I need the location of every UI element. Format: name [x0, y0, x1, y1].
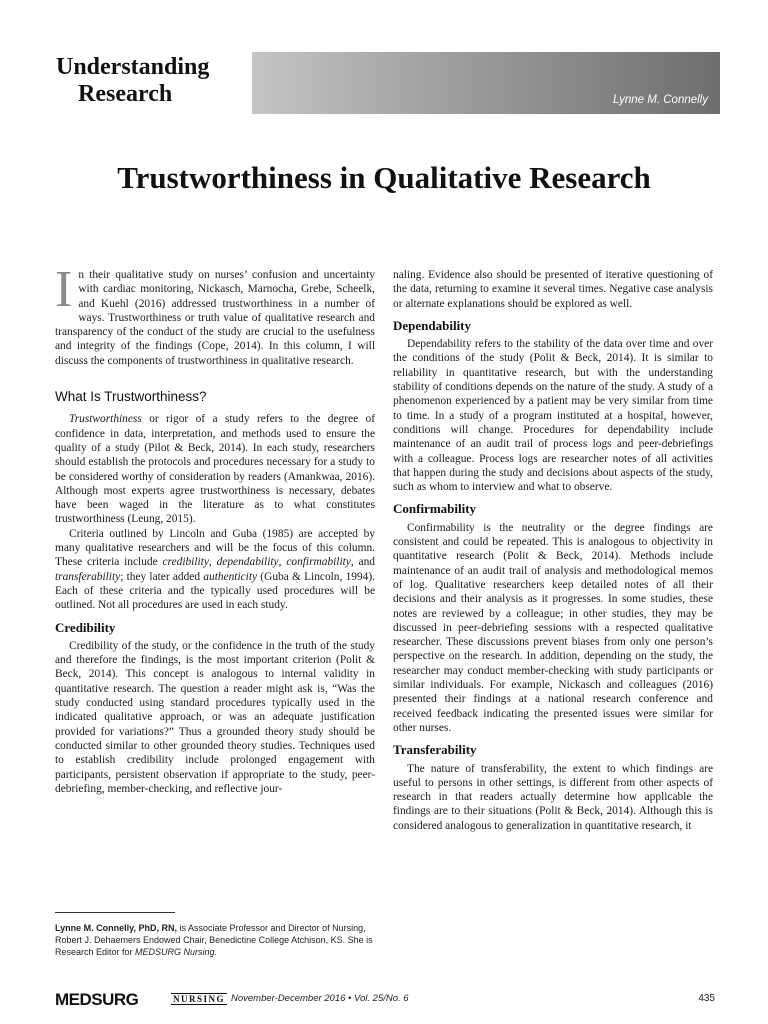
footnote-rule [55, 912, 175, 913]
heading-dependability: Dependability [393, 317, 472, 333]
heading-transferability: Transferability [393, 742, 477, 758]
author-footnote [55, 922, 375, 958]
paragraph-text: Criteria outlined by Lincoln and Guba (1985) are accepted by many qualitative researchers and will be the focus of this column. These criteria include [55, 527, 375, 569]
term-confirmability: confirmability [286, 556, 351, 569]
page-number: 435 [698, 993, 715, 1004]
section-title-line1: Understanding [56, 54, 210, 80]
article-title: Trustworthiness in Qualitative Research [117, 160, 651, 195]
paragraph-dependability: Dependability refers to the stability of the data over time and over the conditions of the study (Polit & Beck, 2014). It is similar to reliability in quantitative research, but with the understanding stability of conditions depends on the nature of the study. A study of a phenomenon experienced by a patient may be very similar from time to time. In a study of a program instituted at a hospital, however, conditions will change. Procedures for dependability include maintenance of an audit trail of process logs and peer-debriefings with a colleague. Process logs are researcher notes of all activities that happen during the study and decisions about aspects of the study, such as whom to interview and what to observe. [393, 338, 713, 494]
intro-text: n their qualitative study on nurses’ confusion and uncertainty with cardiac monitoring, Nickasch, Marnocha, Grebe, Scheelk, and Kuehl (2016) addressed trustworthiness in a number of ways. Trustworthiness or truth value of qualitative research and transparency of the conduct of the study are crucial to the usefulness and integrity of the findings (Cope, 2014). In this column, I will discuss the components of trustworthiness in qualitative research. [55, 269, 375, 367]
term-dependability: dependability [216, 556, 279, 569]
footnote-journal: MEDSURG Nursing. [135, 947, 218, 957]
author-tag: Lynne M. Connelly [612, 94, 708, 106]
journal-logo: MEDSURG [55, 990, 139, 1009]
term-transferability: transferability [55, 570, 121, 583]
right-column [393, 268, 713, 833]
term-trustworthiness: Trustworthiness [69, 413, 142, 426]
heading-credibility: Credibility [55, 619, 116, 635]
paragraph-text: ; they later added [120, 570, 204, 583]
term-credibility: credibility [162, 556, 209, 569]
footnote-text: is Associate Professor and Director of Nursing, Robert J. Dehaemers Endowed Chair, Benedictine College Atchison, KS. She is Research Editor for [55, 923, 373, 957]
issue-info: November-December 2016 • Vol. 25/No. 6 [231, 993, 409, 1004]
paragraph-text: or rigor of a study refers to the degree of confidence in data, interpretation, and methods used to ensure the quality of a study (Pilot & Beck, 2014). In each study, researchers should establish the protocols and procedures necessary for a study to be considered worthy of consideration by readers (Amankwaa, 2016). Although most experts agree trustworthiness is necessary, debates have been waged in the literature as to what constitutes trustworthiness (Leung, 2015). [55, 413, 375, 526]
paragraph-text: (Guba & Lincoln, 1994). Each of these criteria and the typically used procedures will be outlined. Not all procedures are used in each study. [55, 570, 375, 612]
page-footer [55, 990, 715, 1010]
paragraph-credibility: Credibility of the study, or the confidence in the truth of the study and therefore the findings, is the most important criterion (Polit & Beck, 2014). This concept is analogous to internal validity in quantitative research. The question a reader might ask is, “Was the study conducted using standard procedures typically used in the indicated qualitative approach, or was an adequate justification provided for variations?” Thus a grounded theory study should be conducted similar to other grounded theory studies. Techniques used to establish credibility include prolonged engagement with participants, persistent observation if appropriate to the study, peer-debriefing, member-checking, and reflective jour- [55, 639, 375, 795]
left-column [55, 261, 375, 796]
paragraph-text: , [278, 556, 287, 569]
paragraph-text: , and [350, 556, 375, 569]
heading-what-is-trustworthiness: What Is Trustworthiness? [55, 389, 207, 405]
paragraph-confirmability: Confirmability is the neutrality or the degree findings are consistent and could be repeated. This is analogous to objectivity in quantitative research (Polit & Beck, 2014). Methods include maintenance of an audit trail of analysis and methodological memos of log. Qualitative researchers keep detailed notes of all their decisions and their analysis as it progresses. In some studies, these notes are reviewed by a colleague; in other studies, they may be discussed in peer-debriefing sessions with a respected qualitative researcher. These discussions prevent biases from only one person’s perspective on the research. In addition, depending on the study, the researcher may conduct member-checking with study participants or similar individuals. For example, Nickasch and colleagues (2016) presented their findings at a national research conference and received feedback indicating the presented issues were similar for other nurses. [393, 521, 713, 734]
section-title [56, 54, 209, 108]
paragraph-continuation: naling. Evidence also should be presented of iterative questioning of the data, returning to examine it several times. Negative case analysis or alternate explanations should be explored as well. [393, 269, 713, 310]
section-header [52, 52, 720, 114]
paragraph-text: , [208, 556, 217, 569]
journal-logo-sub: NURSING [173, 994, 226, 1004]
paragraph-trustworthiness-definition [55, 412, 375, 526]
paragraph-criteria [55, 527, 375, 613]
section-title-line2: Research [78, 81, 173, 107]
heading-confirmability: Confirmability [393, 501, 477, 517]
term-authenticity: authenticity [203, 570, 258, 583]
footnote-author-name: Lynne M. Connelly, PhD, RN, [55, 923, 178, 933]
drop-cap: I [55, 261, 73, 318]
intro-paragraph [55, 261, 375, 368]
paragraph-transferability: The nature of transferability, the extent to which findings are useful to persons in other settings, is different from other aspects of research in that readers actually determine how applicable the findings are to their situations (Polit & Beck, 2014). Although this is considered analogous to generalization in quantitative research, it [393, 762, 713, 832]
